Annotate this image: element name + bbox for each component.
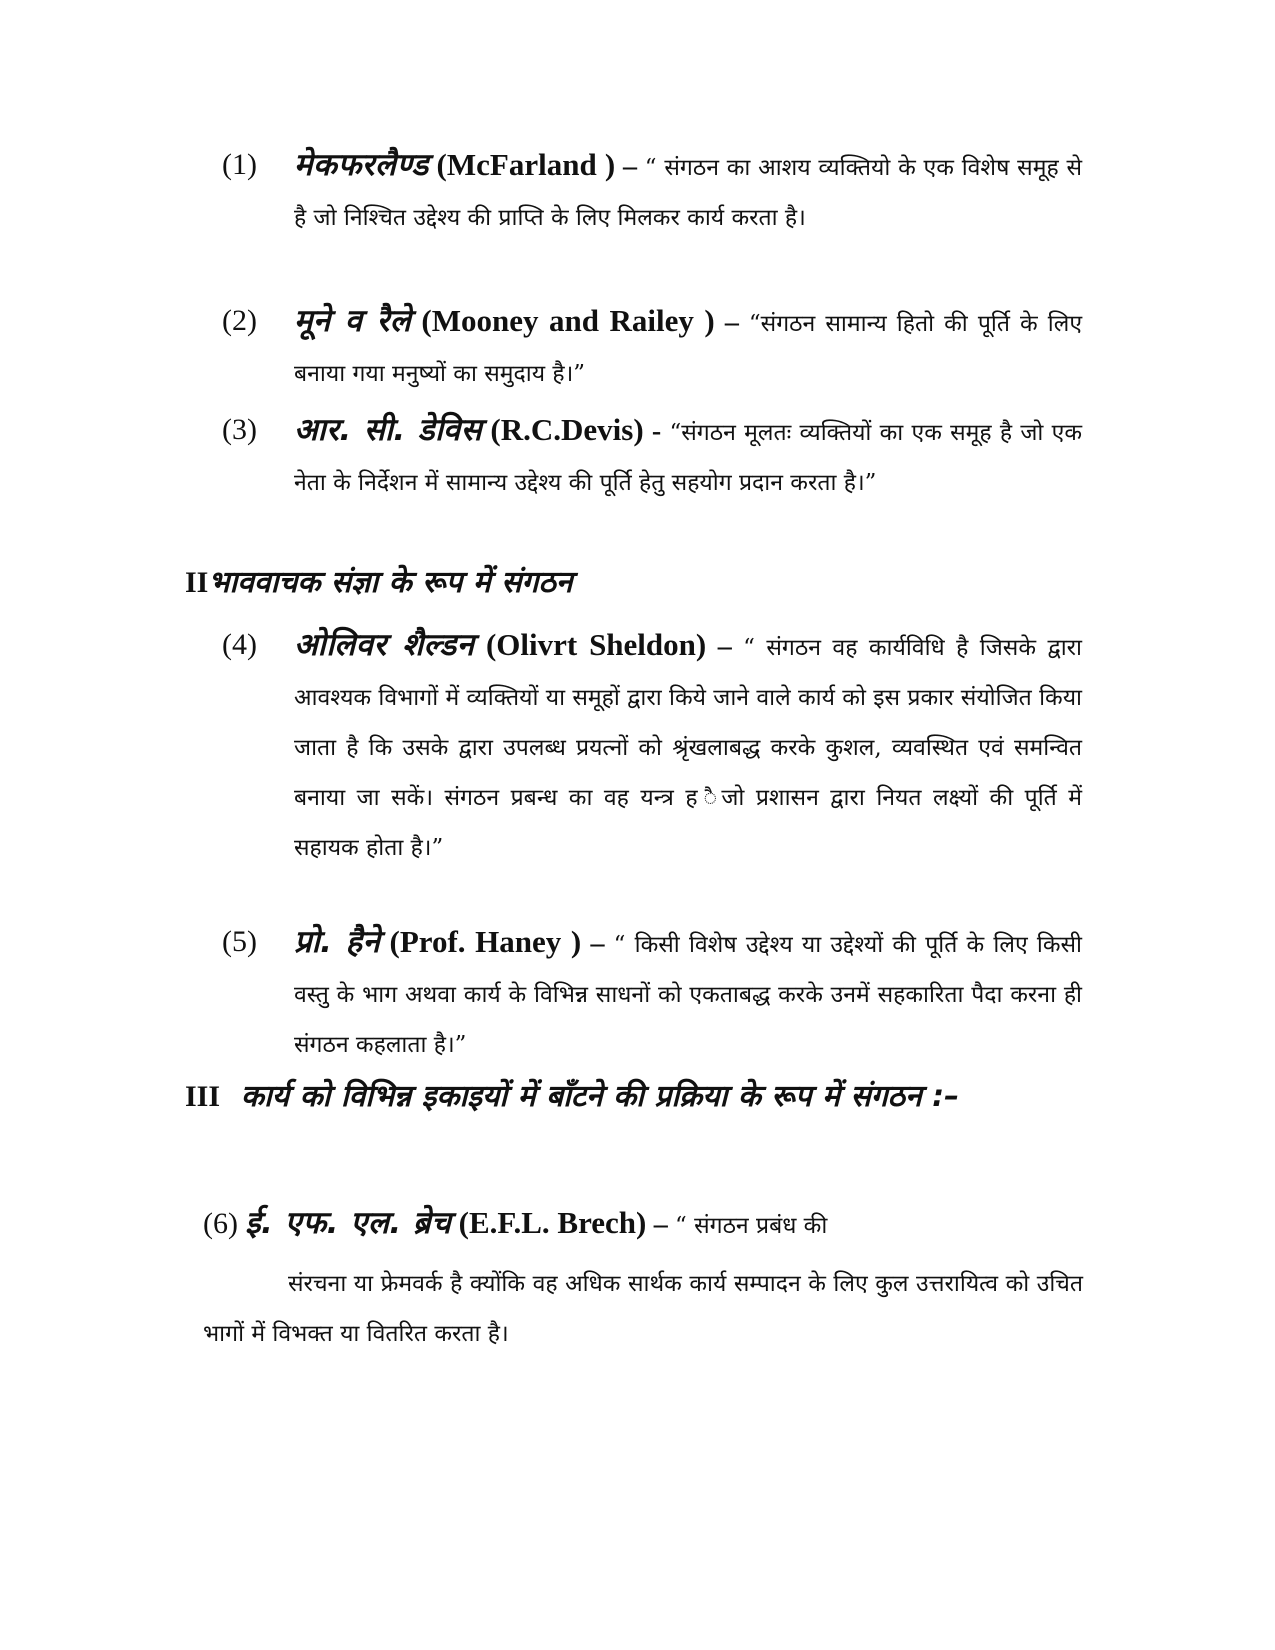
separator-dash: – (623, 151, 638, 182)
author-name-english: (Prof. Haney ) (389, 924, 582, 959)
entry-number: (5) (222, 925, 257, 958)
entry-number: (3) (222, 413, 257, 446)
author-name-hindi: मेकफरलैण्ड (294, 147, 429, 183)
author-name-hindi: मूने व रैले (294, 303, 412, 339)
section-roman-numeral: III (185, 1080, 221, 1113)
author-name-hindi: आर. सी. डेविस (294, 412, 483, 448)
section-title: भाववाचक संज्ञा के रूप में संगठन (208, 565, 573, 600)
entry-number: (1) (222, 148, 257, 181)
entry-number: (6) (203, 1207, 238, 1240)
author-name-hindi: प्रो. हैने (294, 924, 381, 960)
author-name-hindi: ई. एफ. एल. ब्रेच (245, 1205, 452, 1241)
separator-dash: – (724, 307, 739, 338)
author-name-english: (Olivrt Sheldon) (485, 627, 707, 662)
section-title: कार्य को विभिन्न इकाइयों में बाँटने की प्रक्रिया के रूप में संगठन :– (240, 1079, 960, 1114)
entry-number: (4) (222, 628, 257, 661)
separator-dash: – (653, 1209, 668, 1240)
definition-text: संरचना या फ्रेमवर्क है क्योंकि वह अधिक सार्थक कार्य सम्पादन के लिए कुल उत्तरायित्व को उचित भागों में विभक्त या वितरित करता है। (203, 1271, 1083, 1347)
section-heading-ii (185, 554, 1085, 612)
separator-dash: - (651, 416, 662, 447)
definition-quote-start: “ संगठन प्रबंध की (675, 1213, 828, 1239)
definition-entry-6 (203, 1198, 1083, 1359)
section-heading-iii (185, 1068, 1085, 1126)
author-name-english: (R.C.Devis) (490, 412, 644, 447)
definition-text: “संगठन मूलतः व्यक्तियों का एक समूह है जो एक नेता के निर्देशन में सामान्य उद्देश्य की पूर्ति हेतु सहयोग प्रदान करता है।” (294, 420, 1083, 496)
author-name-english: (E.F.L. Brech) (458, 1205, 647, 1240)
author-name-english: (McFarland ) (436, 147, 616, 182)
separator-dash: – (717, 631, 732, 662)
entry-number: (2) (222, 304, 257, 337)
definition-text: “संगठन सामान्य हितो की पूर्ति के लिए बनाया गया मनुष्यों का समुदाय है।” (294, 311, 1083, 387)
author-name-english: (Mooney and Railey ) (421, 303, 715, 338)
section-roman-numeral: II (185, 566, 209, 599)
definition-text: “ किसी विशेष उद्देश्य या उद्देश्यों की पूर्ति के लिए किसी वस्तु के भाग अथवा कार्य के विभिन्न साधनों को एकताबद्ध करके उनमें सहकारिता पैदा करना ही संगठन कहलाता है।” (294, 932, 1082, 1058)
definition-text: “ संगठन वह कार्यविधि है जिसके द्वारा आवश्यक विभागों में व्यक्तियों या समूहों द्वारा किये जाने वाले कार्य को इस प्रकार संयोजित किया जाता है कि उसके द्वारा उपलब्ध प्रयत्नों को श्रृंखलाबद्ध करके कुशल, व्यवस्थित एवं समन्वित बनाया जा सकें। संगठन प्रबन्ध का वह यन्त्र ह ैजो प्रशासन द्वारा नियत लक्ष्यों की पूर्ति में सहायक होता है।” (294, 635, 1083, 861)
author-name-hindi: ओलिवर शैल्डन (294, 627, 475, 663)
separator-dash: – (590, 928, 605, 959)
definition-text: “ संगठन का आशय व्यक्तियो के एक विशेष समूह से है जो निश्चित उद्देश्य की प्राप्ति के लिए मिलकर कार्य करता है। (294, 155, 1082, 231)
